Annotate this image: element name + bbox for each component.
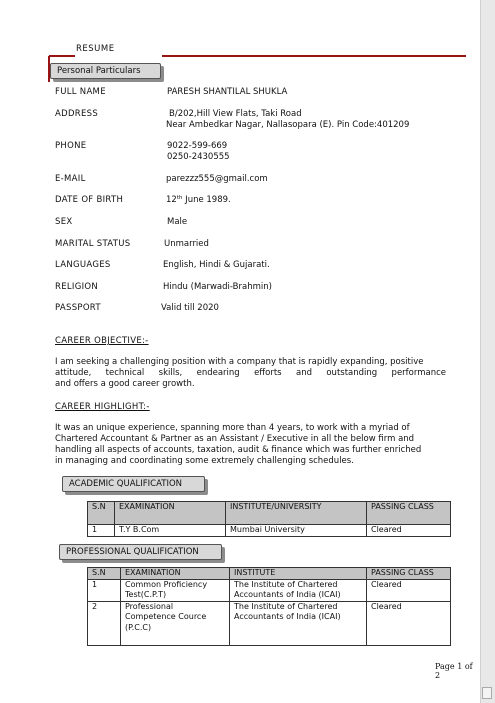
value-dob <box>166 195 231 206</box>
table-cell: The Institute of Chartered Accountants of India (ICAI) <box>230 579 367 601</box>
label-religion: RELIGION <box>55 282 99 292</box>
professional-table <box>87 567 451 646</box>
table-header-cell: EXAMINATION <box>121 568 230 580</box>
table-header-cell: EXAMINATION <box>115 502 226 525</box>
table-cell: 1 <box>88 579 121 601</box>
value-address-line1: B/202,Hill View Flats, Taki Road <box>169 109 302 119</box>
header-rule-right <box>162 55 466 57</box>
value-sex: Male <box>167 217 188 227</box>
table-cell: Cleared <box>367 579 451 601</box>
value-email: parezzz555@gmail.com <box>166 174 268 184</box>
table-header-cell: INSTITUTE/UNIVERSITY <box>226 502 367 525</box>
label-phone: PHONE <box>55 141 87 151</box>
table-header-row <box>88 502 451 525</box>
label-sex: SEX <box>55 217 73 227</box>
career-objective-heading: CAREER OBJECTIVE:- <box>55 336 149 346</box>
label-languages: LANGUAGES <box>55 260 111 270</box>
resume-title: RESUME <box>76 44 115 54</box>
career-objective-line: and offers a good career growth. <box>55 379 195 389</box>
value-languages: English, Hindi & Gujarati. <box>163 260 270 270</box>
career-highlight-heading: CAREER HIGHLIGHT:- <box>55 402 150 412</box>
page-number: Page 1 of 2 <box>435 662 473 680</box>
career-highlight-line: It was an unique experience, spanning more than 4 years, to work with a myriad of <box>55 423 410 433</box>
career-highlight-text <box>55 423 446 467</box>
scroll-resize-grip[interactable] <box>482 687 492 699</box>
table-cell: Professional Competence Cource (P.C.C) <box>121 601 230 645</box>
table-cell: Mumbai University <box>226 525 367 537</box>
vertical-scrollbar[interactable] <box>481 0 495 703</box>
value-marital-status: Unmarried <box>164 239 209 249</box>
dob-suffix: th <box>176 195 183 201</box>
value-address-line2: Near Ambedkar Nagar, Nallasopara (E). Pin Code:401209 <box>166 120 410 130</box>
career-objective-line: I am seeking a challenging position with a company that is rapidly expanding, positive <box>55 357 424 367</box>
label-address: ADDRESS <box>55 109 99 119</box>
label-full-name: FULL NAME <box>55 87 106 97</box>
academic-table <box>87 501 451 537</box>
value-phone-1: 9022-599-669 <box>167 141 228 151</box>
table-cell: Cleared <box>367 601 451 645</box>
table-header-row <box>88 568 451 580</box>
career-objective-text <box>55 357 446 390</box>
career-highlight-line: in managing and coordinating some extremely challenging schedules. <box>55 456 354 466</box>
value-phone-2: 0250-2430555 <box>167 152 230 162</box>
table-header-cell: S.N <box>88 502 115 525</box>
header-rule-left <box>49 55 75 57</box>
career-objective-line: attitude, technical skills, endearing efforts and outstanding performance <box>55 368 446 378</box>
table-header-cell: INSTITUTE <box>230 568 367 580</box>
label-dob: DATE OF BIRTH <box>55 195 124 205</box>
table-row <box>88 525 451 537</box>
table-cell: 1 <box>88 525 115 537</box>
career-highlight-line: handling all aspects of accounts, taxation, audit & finance which was further enriched <box>55 445 422 455</box>
table-cell: Common Proficiency Test(C.P.T) <box>121 579 230 601</box>
personal-particulars-heading: Personal Particulars <box>50 63 161 79</box>
label-marital-status: MARITAL STATUS <box>55 239 131 249</box>
table-row <box>88 579 451 601</box>
table-cell: Cleared <box>367 525 451 537</box>
table-cell: The Institute of Chartered Accountants of India (ICAI) <box>230 601 367 645</box>
value-full-name: PARESH SHANTILAL SHUKLA <box>167 87 288 97</box>
table-row <box>88 601 451 645</box>
table-header-cell: PASSING CLASS <box>367 568 451 580</box>
label-email: E-MAIL <box>55 174 86 184</box>
table-cell: T.Y B.Com <box>115 525 226 537</box>
dob-rest: June 1989. <box>182 195 231 205</box>
value-religion: Hindu (Marwadi-Brahmin) <box>163 282 272 292</box>
dob-day: 12 <box>166 195 177 205</box>
label-passport: PASSPORT <box>55 303 101 313</box>
value-passport: Valid till 2020 <box>161 303 219 313</box>
table-cell: 2 <box>88 601 121 645</box>
table-header-cell: PASSING CLASS <box>367 502 451 525</box>
professional-qualification-heading: PROFESSIONAL QUALIFICATION <box>59 544 222 560</box>
career-highlight-line: Chartered Accountant & Partner as an Assistant / Executive in all the below firm and <box>55 434 415 444</box>
academic-qualification-heading: ACADEMIC QUALIFICATION <box>62 476 205 492</box>
table-header-cell: S.N <box>88 568 121 580</box>
